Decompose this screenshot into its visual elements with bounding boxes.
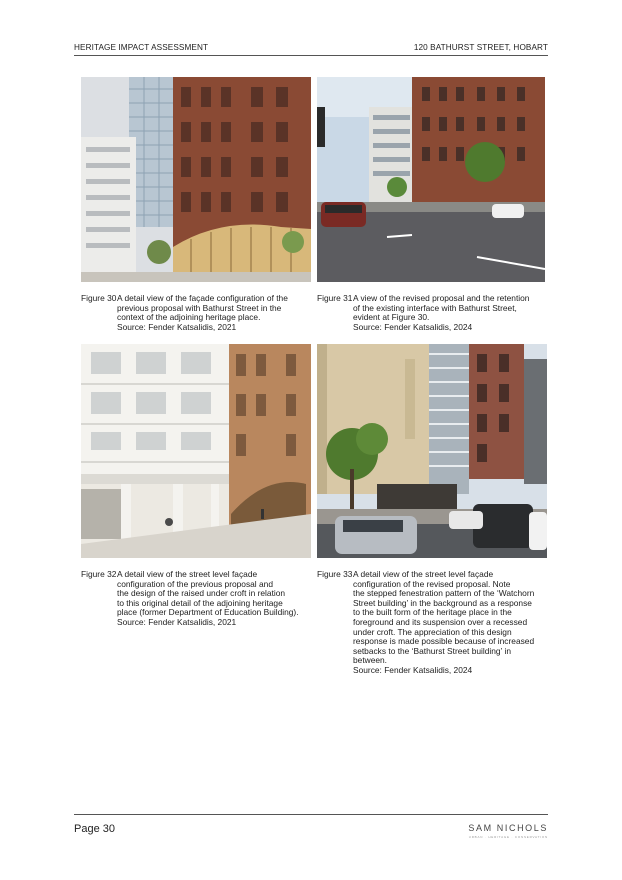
caption-line: configuration of the revised proposal. Note: [353, 578, 511, 589]
caption-line: under croft. The appreciation of this design: [353, 626, 512, 637]
figure-32-caption: [81, 570, 313, 628]
caption-line: the stepped fenestration pattern of the ‘Watchorn: [353, 588, 535, 599]
caption-source: Source: Fender Katsalidis, 2021: [117, 321, 237, 332]
caption-line: response is made possible because of increased: [353, 636, 535, 647]
caption-line: place (former Department of Education Building).: [117, 607, 299, 618]
header-rule: [74, 55, 548, 56]
figure-33-label: Figure 33: [317, 569, 353, 579]
caption-line: of the existing interface with Bathurst Street,: [353, 302, 517, 313]
figure-33-caption: [317, 570, 549, 676]
caption-source: Source: Fender Katsalidis, 2024: [353, 664, 473, 675]
caption-line: the design of the raised under croft in relation: [117, 588, 286, 599]
figure-30-label: Figure 30: [81, 293, 117, 303]
caption-line: A detail view of the façade configuration of the: [117, 293, 288, 303]
caption-line: to this original detail of the adjoining heritage: [117, 597, 283, 608]
caption-line: foreground and its suspension over a recessed: [353, 616, 528, 627]
figure-31-caption: [317, 294, 549, 332]
figure-31-label: Figure 31: [317, 293, 353, 303]
logo-tagline: URBAN · HERITAGE · CONSERVATION: [468, 835, 548, 839]
figure-30-image: [81, 77, 311, 282]
caption-line: A view of the revised proposal and the retention: [353, 293, 530, 303]
caption-line: A detail view of the street level façade: [117, 569, 258, 579]
caption-line: between.: [353, 655, 387, 666]
figure-30-caption: [81, 294, 313, 332]
page-number: Page 30: [74, 823, 115, 835]
logo-name: SAM NICHOLS: [468, 823, 548, 833]
figure-31-image: [317, 77, 545, 282]
caption-line: configuration of the previous proposal and: [117, 578, 273, 589]
caption-line: setbacks to the ‘Bathurst Street building’ in: [353, 645, 511, 656]
caption-line: evident at Figure 30.: [353, 312, 430, 323]
caption-line: context of the adjoining heritage place.: [117, 312, 261, 323]
caption-line: previous proposal with Bathurst Street in the: [117, 302, 282, 313]
page-header: [74, 43, 548, 55]
figure-33-image: [317, 344, 547, 558]
figure-32-image: [81, 344, 311, 558]
caption-line: A detail view of the street level façade: [353, 569, 494, 579]
header-site-address: 120 BATHURST STREET, HOBART: [413, 43, 548, 52]
header-document-title: HERITAGE IMPACT ASSESSMENT: [74, 43, 209, 52]
sam-nichols-logo: [468, 823, 548, 839]
figure-32-label: Figure 32: [81, 569, 117, 579]
caption-line: to the built form of the heritage place in the: [353, 607, 512, 618]
footer-rule: [74, 814, 548, 815]
caption-line: Street building’ in the background as a response: [353, 597, 532, 608]
caption-source: Source: Fender Katsalidis, 2021: [117, 616, 237, 627]
caption-source: Source: Fender Katsalidis, 2024: [353, 321, 473, 332]
